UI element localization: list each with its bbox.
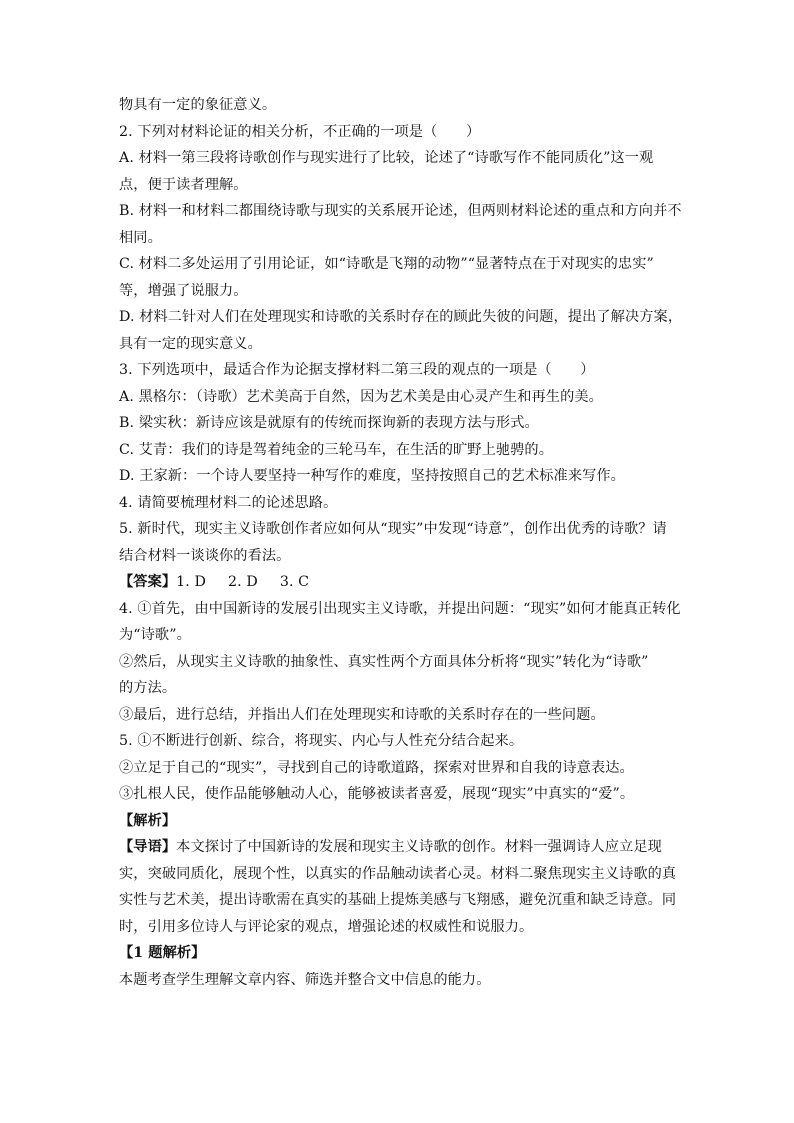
question-3-option-c: C. 艾青：我们的诗是驾着纯金的三轮马车，在生活的旷野上驰骋的。 xyxy=(119,441,554,458)
guide-text-cont: 实性与艺术美，提出诗歌需在真实的基础上提炼美感与飞翔感，避免沉重和缺乏诗意。同 xyxy=(119,892,677,908)
answer-4-point-3: ③最后，进行总结，并指出人们在处理现实和诗歌的关系时存在的一些问题。 xyxy=(119,706,605,723)
answer-item: 2. D xyxy=(227,574,258,590)
question-2-option-d: D. 材料二针对人们在处理现实和诗歌的关系时存在的顾此失彼的问题，提出了解决方案， xyxy=(119,309,683,325)
question-2-option-c: C. 材料二多处运用了引用论证，如“诗歌是飞翔的动物”“显著特点在于对现实的忠实” xyxy=(119,256,654,272)
q1-analysis-heading: 【1 题解析】 xyxy=(119,945,206,961)
guide-label: 【导语】 xyxy=(119,839,177,855)
question-5-stem: 5. 新时代，现实主义诗歌创作者应如何从“现实”中发现“诗意”，创作出优秀的诗歌？请 xyxy=(119,521,667,537)
document-body xyxy=(119,92,683,993)
question-3-option-b: B. 梁实秋：新诗应该是就原有的传统而探询新的表现方法与形式。 xyxy=(119,415,539,431)
answer-item: 1. D xyxy=(176,574,206,590)
answer-5-point-2: ②立足于自己的“现实”，寻找到自己的诗歌道路，探索对世界和自我的诗意表达。 xyxy=(119,759,634,776)
answer-5-point-3: ③扎根人民，使作品能够触动人心，能够被读者喜爱，展现“现实”中真实的“爱”。 xyxy=(119,786,635,802)
question-3-option-a: A. 黑格尔：（诗歌）艺术美高于自然，因为艺术美是由心灵产生和再生的美。 xyxy=(119,388,603,405)
guide-text: 本文探讨了中国新诗的发展和现实主义诗歌的创作。材料一强调诗人应立足现 xyxy=(176,839,662,855)
question-3-option-d: D. 王家新：一个诗人要坚持一种写作的难度，坚持按照自己的艺术标准来写作。 xyxy=(119,468,625,484)
answer-4-point-1: 4. ①首先，由中国新诗的发展引出现实主义诗歌，并提出问题：“现实”如何才能真正转化 xyxy=(119,600,681,617)
analysis-heading: 【解析】 xyxy=(119,812,177,829)
question-2-option-a-cont: 点，便于读者理解。 xyxy=(119,176,248,193)
question-2-option-a: A. 材料一第三段将诗歌创作与现实进行了比较，论述了“诗歌写作不能同质化”这一观 xyxy=(119,150,654,166)
question-2-option-b: B. 材料一和材料二都围绕诗歌与现实的关系展开论述，但两则材料论述的重点和方向并不 xyxy=(119,203,682,219)
question-2-stem: 2. 下列对材料论证的相关分析，不正确的一项是（ ） xyxy=(119,123,481,140)
answer-4-point-1-cont: 为“诗歌”。 xyxy=(119,627,191,643)
q1-analysis-text: 本题考查学生理解文章内容、筛选并整合文中信息的能力。 xyxy=(119,971,491,988)
guide-text-cont: 时，引用多位诗人与评论家的观点，增强论述的权威性和说服力。 xyxy=(119,918,534,935)
question-3-stem: 3. 下列选项中，最适合作为论据支撑材料二第三段的观点的一项是（ ） xyxy=(119,362,595,378)
answer-4-point-2: ②然后，从现实主义诗歌的抽象性、真实性两个方面具体分析将“现实”转化为“诗歌” xyxy=(119,653,649,670)
question-2-option-d-cont: 具有一定的现实意义。 xyxy=(119,335,262,352)
answer-item: 3. C xyxy=(279,574,310,590)
question-2-option-c-cont: 等，增强了说服力。 xyxy=(119,282,248,299)
question-5-stem-cont: 结合材料一谈谈你的看法。 xyxy=(119,547,291,564)
answer-label: 【答案】 xyxy=(119,574,177,590)
question-4-stem: 4. 请简要梳理材料二的论述思路。 xyxy=(119,494,338,511)
guide-line xyxy=(119,834,679,861)
answer-4-point-2-cont: 的方法。 xyxy=(119,680,177,696)
answer-5-point-1: 5. ①不断进行创新、综合，将现实、内心与人性充分结合起来。 xyxy=(119,733,524,749)
text-line: 物具有一定的象征意义。 xyxy=(119,97,277,113)
question-2-option-b-cont: 相同。 xyxy=(119,229,162,246)
guide-text-cont: 实，突破同质化，展现个性，以真实的作品触动读者心灵。材料二聚焦现实主义诗歌的真 xyxy=(119,865,677,882)
answer-line xyxy=(119,569,679,596)
